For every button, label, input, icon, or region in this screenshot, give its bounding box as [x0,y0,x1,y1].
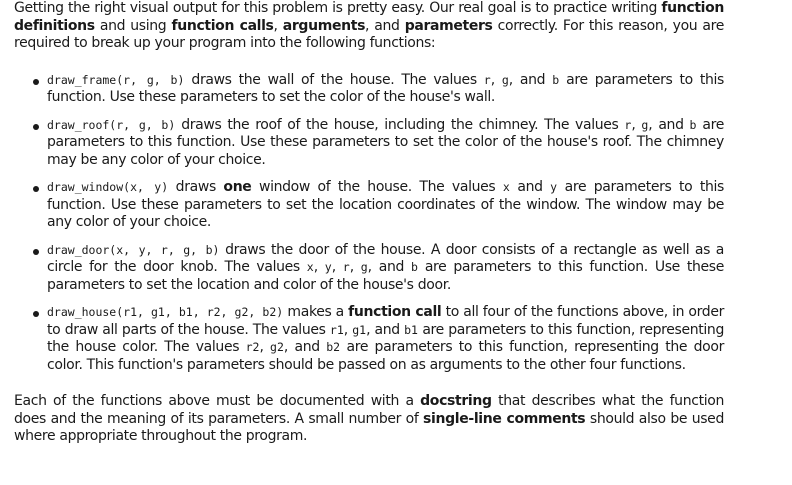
function-item-draw-house [14,304,724,374]
description-text: , and [367,259,411,275]
description-text: , [349,259,361,275]
function-item-draw-roof [14,117,724,170]
param-code: r [483,72,491,87]
term-function-calls: function calls [171,17,274,34]
description-text: are parameters to this function. Use these parameters to set the location coordinates of the window. The window may be any color of your choice. [47,179,724,230]
function-signature: draw_door(x, y, r, g, b) [47,242,220,257]
function-list [14,72,724,375]
description-text: to all four of the functions above, in order to draw all parts of the house. The values [47,304,725,338]
intro-text: correctly. For this reason, you are required to break up your program into the following functions: [14,17,725,51]
param-code: b [689,117,697,132]
emphasis-function-call: function call [348,304,442,320]
param-code: r2 [245,340,260,354]
description-text: window of the house. The values [251,179,503,195]
intro-text: , and [365,17,405,34]
bullet-icon [33,186,39,192]
description-text: are parameters to this function, representing the door color. This function's parameters should be passed on as arguments to the other four functions. [47,339,724,373]
param-code: r [342,260,350,274]
bullet-icon [33,124,39,130]
description-text: are parameters to this function. Use these parameters to set the location and color of the house's door. [47,259,724,293]
description-text: , [490,71,502,88]
description-text: are parameters to this function. Use these parameters to set the color of the house's roof. The chimney may be any color of your choice. [47,116,724,168]
intro-paragraph [14,0,724,53]
param-code: b [552,72,560,87]
description-text: , and [283,339,327,355]
param-code: y [550,180,558,194]
description-text: draws the wall of the house. The values [184,71,484,88]
function-signature: draw_window(x, y) [47,180,169,194]
param-code: r1 [329,322,344,337]
description-text: draws the roof of the house, including the chimney. The values [175,116,625,133]
outro-paragraph [14,393,724,446]
function-item-draw-window [14,179,724,232]
function-item-draw-door [14,242,724,295]
term-parameters: parameters [404,17,493,34]
term-docstring: docstring [420,393,492,409]
description-text: and [509,179,551,195]
description-text: are parameters to this function. Use these parameters to set the color of the house's wall. [47,71,724,105]
description-text: , and [366,321,405,338]
description-text: are parameters to this function, representing the house color. The values [47,321,724,355]
bullet-icon [33,311,39,317]
bullet-icon [33,79,39,85]
param-code: g [501,72,509,87]
description-text: , and [508,71,553,88]
param-code: x [502,180,510,194]
param-code: b1 [404,322,418,337]
param-code: r [624,117,632,132]
description-text: makes a [283,304,349,320]
emphasis-one: one [223,179,252,195]
intro-text: and using [94,17,172,34]
function-signature: draw_roof(r, g, b) [47,117,176,132]
description-text: , [313,259,325,275]
term-single-line-comments: single-line comments [423,410,586,427]
outro-text: Each of the functions above must be documented with a [14,393,421,409]
bullet-icon [33,249,39,255]
description-text: , [259,339,271,355]
param-code: g1 [352,322,367,337]
term-arguments: arguments [282,17,366,34]
description-text: , [343,321,353,338]
function-signature: draw_house(r1, g1, b1, r2, g2, b2) [47,305,284,319]
param-code: b2 [326,340,341,354]
function-signature: draw_frame(r, g, b) [47,72,185,87]
param-code: g [360,260,368,274]
function-item-draw-frame [14,72,724,107]
term-function-definitions: function definitions [14,0,724,34]
intro-text: Getting the right visual output for this problem is pretty easy. Our real goal is to practice writing [14,0,662,16]
outro-text: should also be used where appropriate throughout the program. [14,410,724,444]
description-text: draws [168,179,224,195]
intro-text: , [273,17,283,34]
param-code: b [410,260,418,274]
description-text: , [631,116,642,133]
description-text: draws the door of the house. A door consists of a rectangle as well as a circle for the door knob. The values [47,241,724,275]
param-code: g2 [270,340,284,354]
param-code: g [641,117,649,132]
param-code: y [324,260,332,274]
outro-text: that describes what the function does and the meaning of its parameters. A small number of [14,393,724,427]
description-text: , and [648,116,690,133]
description-text: , [331,259,343,275]
param-code: x [306,260,314,274]
